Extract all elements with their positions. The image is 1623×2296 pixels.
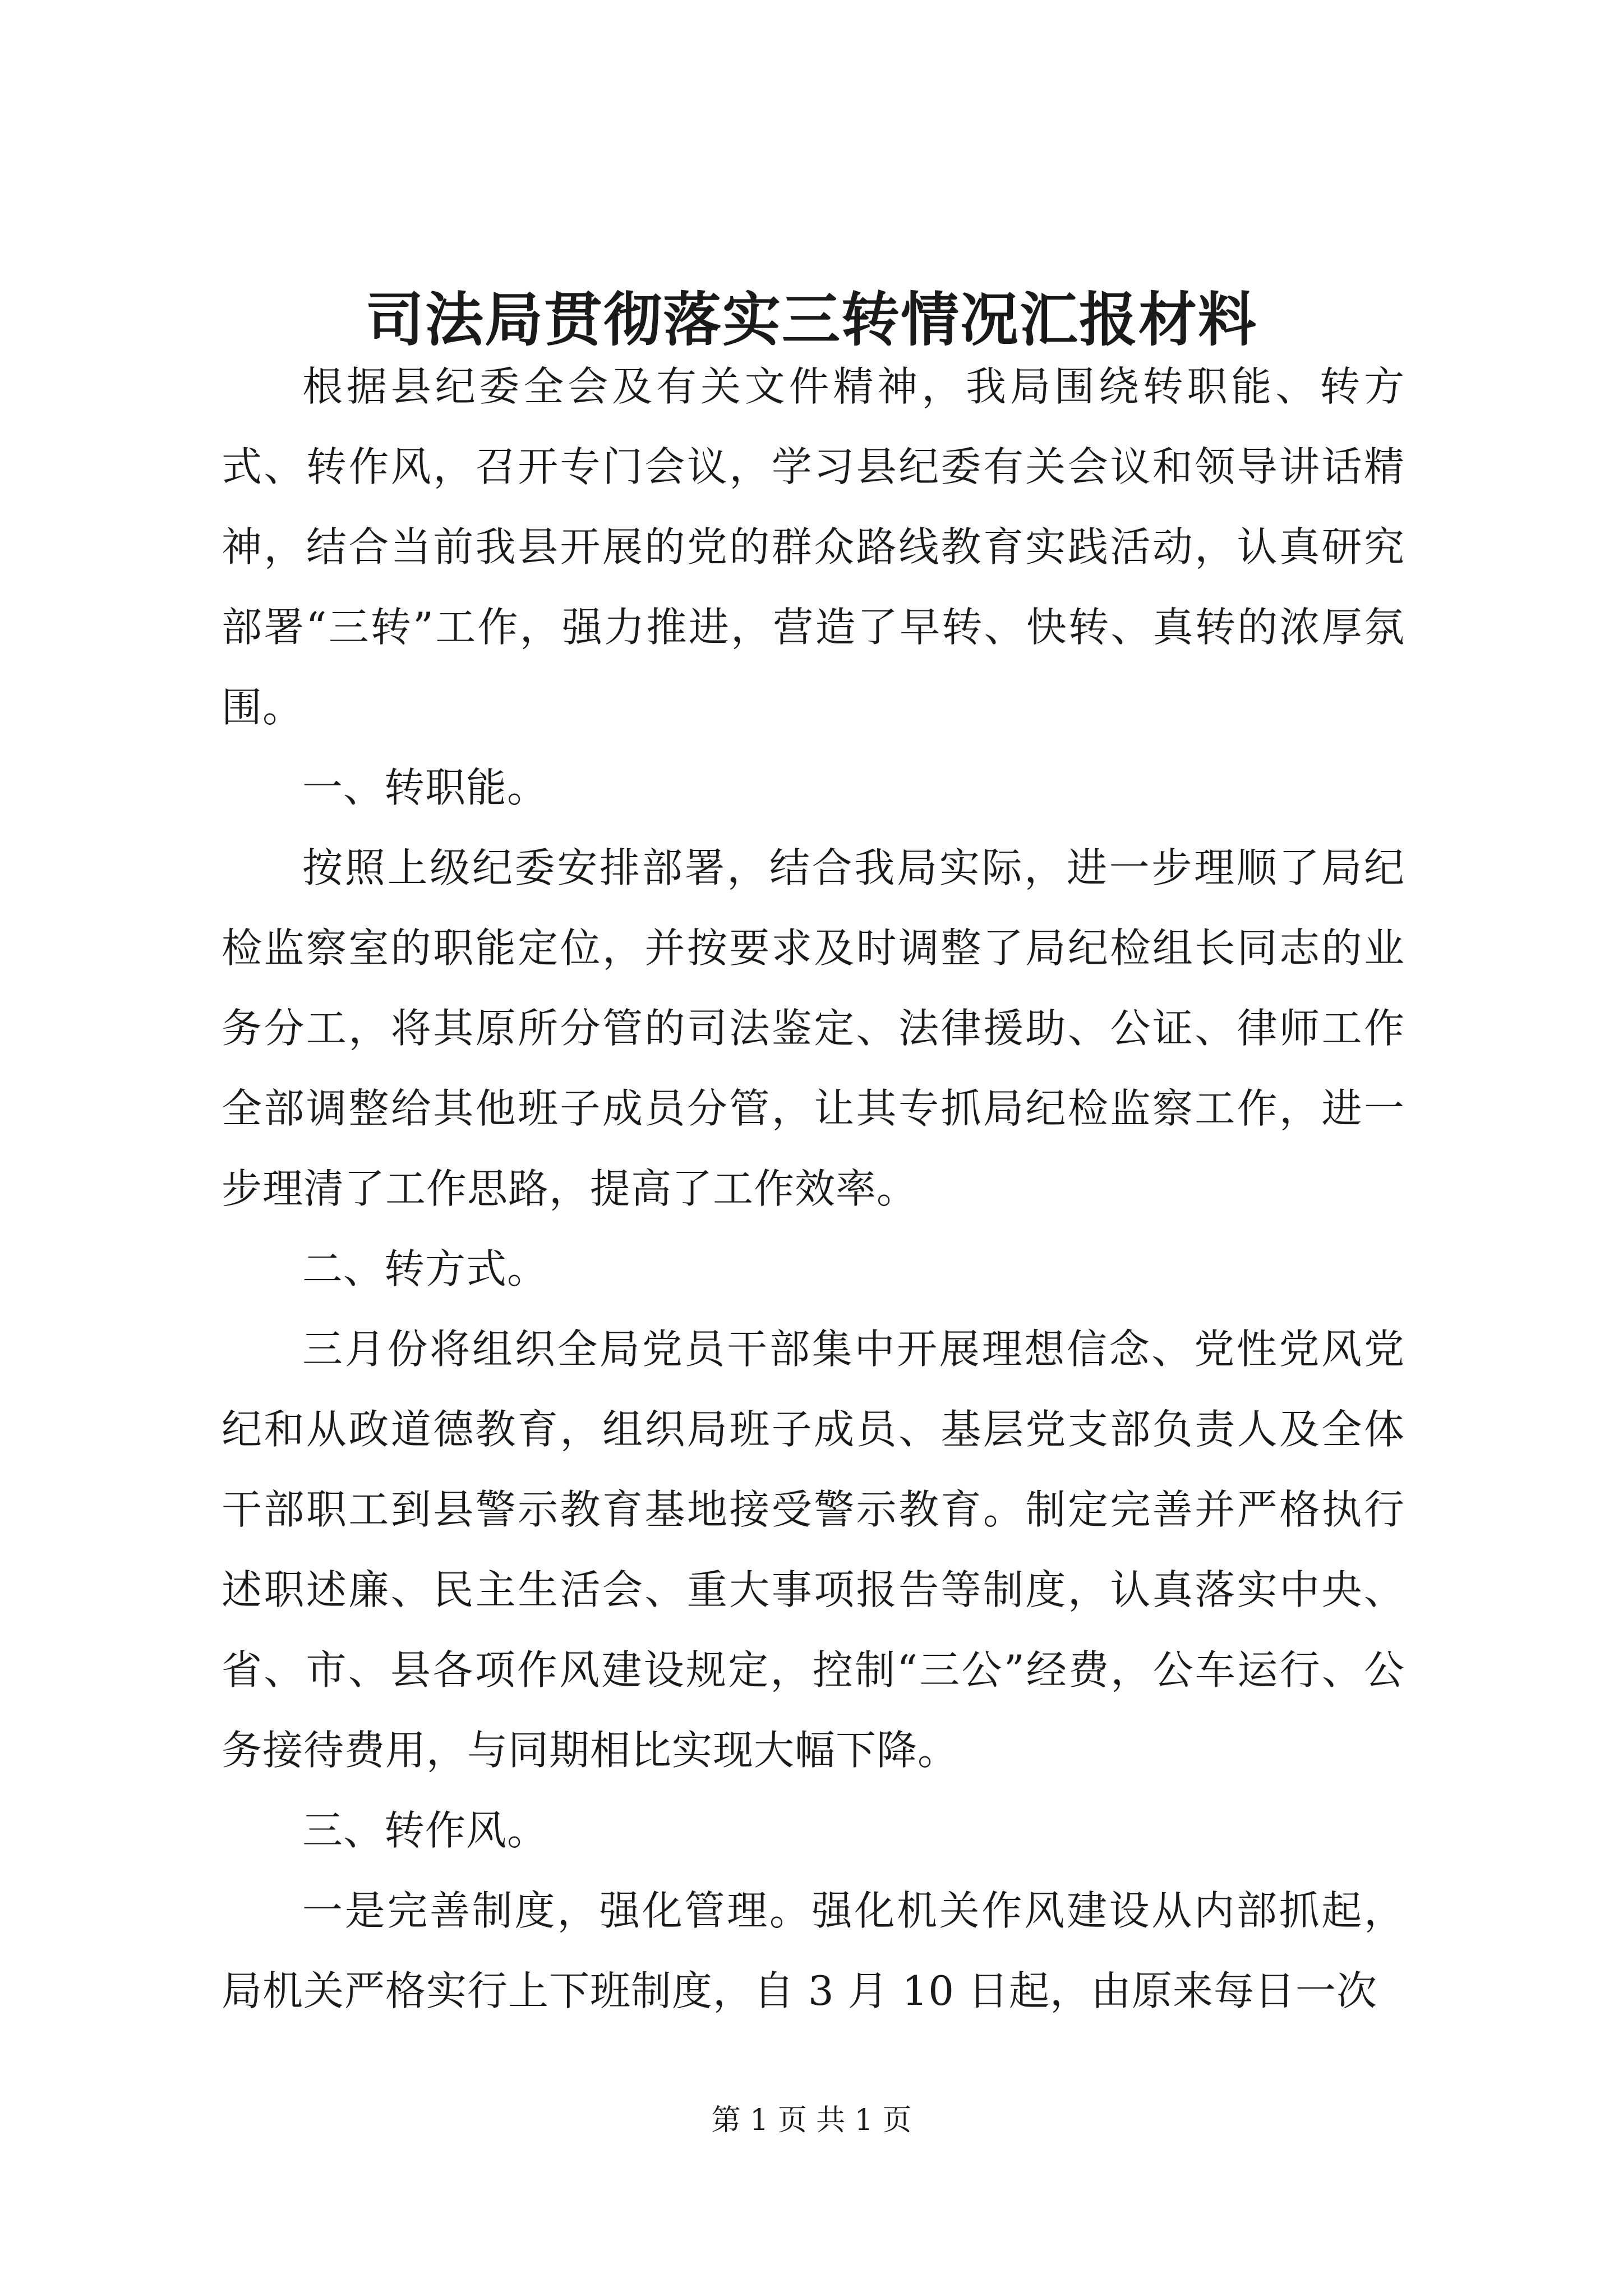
document-title: 司法局贯彻落实三转情况汇报材料: [365, 285, 1257, 354]
section-heading-methods: 二、转方式。: [302, 1245, 548, 1292]
page-footer: 第 1 页 共 1 页: [711, 2104, 912, 2137]
functions-paragraph: 按照上级纪委安排部署，结合我局实际，进一步理顺了局纪检监察室的职能定位，并按要求及时调整了局纪检组长同志的业务分工，将其原所分管的司法鉴定、法律援助、公证、律师工作全部调整给其他班子成员分管，让其专抓局纪检监察工作，进一步理清了工作思路，提高了工作效率。: [222, 844, 1405, 1212]
style-paragraph: 一是完善制度，强化管理。强化机关作风建设从内部抓起，局机关严格实行上下班制度，自 3 月 10 日起，由原来每日一次: [222, 1887, 1405, 2014]
section-heading-functions: 一、转职能。: [302, 764, 548, 811]
methods-paragraph: 三月份将组织全局党员干部集中开展理想信念、党性党风党纪和从政道德教育，组织局班子成员、基层党支部负责人及全体干部职工到县警示教育基地接受警示教育。制定完善并严格执行述职述廉、民主生活会、重大事项报告等制度，认真落实中央、省、市、县各项作风建设规定，控制“三公”经费，公车运行、公务接待费用，与同期相比实现大幅下降。: [222, 1326, 1405, 1774]
section-heading-style: 三、转作风。: [302, 1807, 548, 1854]
intro-paragraph: 根据县纪委全会及有关文件精神，我局围绕转职能、转方式、转作风，召开专门会议，学习县纪委有关会议和领导讲话精神，结合当前我县开展的党的群众路线教育实践活动，认真研究部署“三转”工作，强力推进，营造了早转、快转、真转的浓厚氛围。: [222, 363, 1405, 731]
document-body: [222, 347, 1405, 2031]
